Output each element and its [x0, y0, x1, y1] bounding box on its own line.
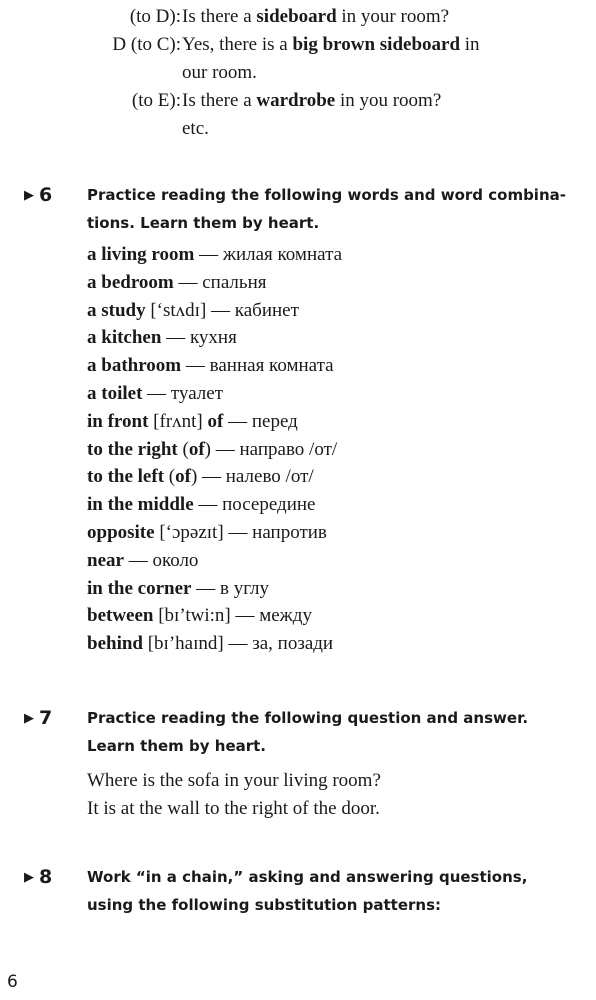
dialogue-bold-word: sideboard: [256, 6, 337, 27]
dialogue-speaker: D (to C):: [112, 34, 181, 55]
vocab-item: in the middle — посередине: [87, 494, 316, 516]
dialogue-text: our room.: [182, 62, 257, 83]
dialogue-speaker: (to E):: [131, 90, 181, 111]
dialogue-text: in your room?: [336, 6, 450, 27]
vocab-item: opposite [‘ɔpəzɪt] — напротив: [87, 521, 327, 543]
page-number: 6: [7, 972, 18, 992]
vocab-item: a study [‘stʌdɪ] — кабинет: [87, 299, 299, 321]
vocab-item: a toilet — туалет: [87, 382, 224, 404]
vocab-item: in the corner — в углу: [87, 577, 270, 599]
example-sentence: Where is the sofa in your living room?: [87, 770, 381, 791]
triangle-marker-icon: ▶: [24, 188, 34, 203]
vocab-list: [87, 241, 342, 658]
exercise-instruction: Practice reading the following words and word combina-tions. Learn them by heart.: [87, 186, 566, 232]
vocab-item: to the left (of) — налево /от/: [87, 466, 314, 488]
exercise-number: ▶ 7: [24, 707, 53, 729]
exercise-number: ▶ 6: [24, 184, 53, 206]
dialogue-bold-word: wardrobe: [256, 90, 336, 111]
dialogue-text: in: [460, 34, 480, 55]
exercise-instruction: Practice reading the following question and answer. Learn them by heart.: [87, 709, 529, 755]
vocab-item: a bathroom — ванная комната: [87, 355, 334, 377]
dialogue-line: [182, 59, 257, 86]
dialogue-line: [182, 115, 209, 142]
dialogue-text: etc.: [182, 118, 209, 139]
vocab-item: near — около: [87, 549, 199, 571]
vocab-item: to the right (of) — направо /от/: [87, 438, 338, 460]
triangle-marker-icon: ▶: [24, 870, 34, 885]
vocab-item: a kitchen — кухня: [87, 327, 237, 349]
dialogue-bold-word: big brown sideboard: [292, 34, 461, 55]
dialogue-text: Is there a: [182, 90, 257, 111]
vocab-item: between [bɪ’twi:n] — между: [87, 605, 312, 627]
vocab-item: a bedroom — спальня: [87, 271, 267, 293]
vocab-item: a living room — жилая комната: [87, 244, 343, 265]
exercise-instruction: Work “in a chain,” asking and answering questions, using the following substitution patterns:: [87, 868, 528, 914]
dialogue-speaker: (to D):: [129, 6, 181, 27]
triangle-marker-icon: ▶: [24, 711, 34, 726]
dialogue-text: Is there a: [182, 6, 257, 27]
dialogue-text: Yes, there is a: [182, 34, 293, 55]
exercise-number: ▶ 8: [24, 866, 53, 888]
dialogue-text: in you room?: [335, 90, 442, 111]
example-sentence: It is at the wall to the right of the door.: [87, 798, 380, 819]
vocab-item: behind [bɪ’haɪnd] — за, позади: [87, 633, 334, 655]
vocab-item: in front [frʌnt] of — перед: [87, 410, 298, 432]
